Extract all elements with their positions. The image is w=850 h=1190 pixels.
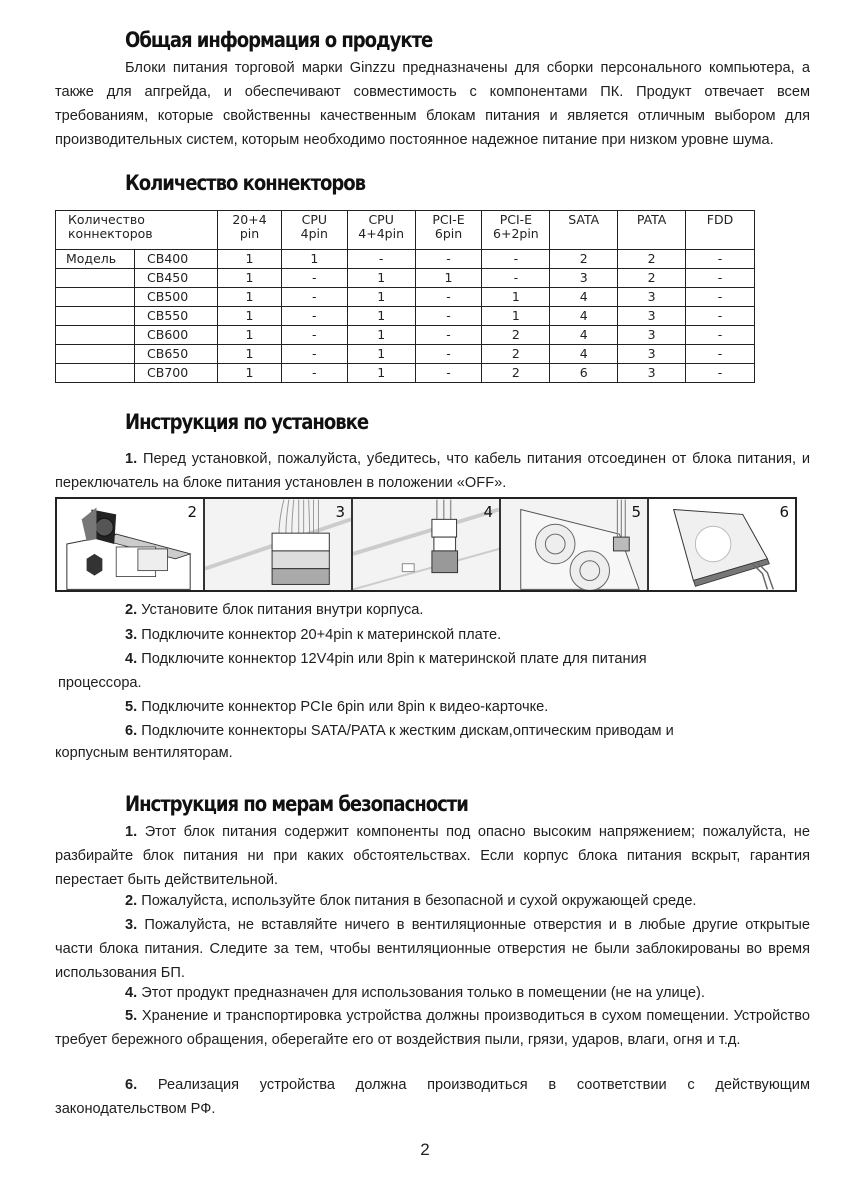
value-cell: - <box>347 250 415 269</box>
model-cell: CB550 <box>135 307 218 326</box>
value-cell: 1 <box>218 326 282 345</box>
value-cell: 1 <box>482 288 550 307</box>
step-text: Подключите коннектор 12V4pin или 8pin к материнской плате для питания <box>141 651 647 667</box>
model-label-cell: Модель <box>56 250 135 269</box>
empty-cell <box>56 345 135 364</box>
value-cell: 2 <box>482 326 550 345</box>
value-cell: - <box>415 307 482 326</box>
page-number: 2 <box>420 1140 430 1159</box>
table-row <box>56 288 755 307</box>
general-info-paragraph <box>55 56 810 152</box>
install-step-4-continued: процессора. <box>58 675 142 691</box>
value-cell: 1 <box>218 250 282 269</box>
header-cell: CPU 4pin <box>281 211 347 250</box>
value-cell: 4 <box>550 288 618 307</box>
step-text: Подключите коннектор 20+4pin к материнской плате. <box>141 627 502 643</box>
step-text: Подключите коннектор PCIe 6pin или 8pin к видео-карточке. <box>141 699 549 715</box>
empty-cell <box>56 364 135 383</box>
heading-safety: Инструкция по мерам безопасности <box>125 792 468 816</box>
table-row <box>56 345 755 364</box>
atx-connector-icon <box>205 499 351 590</box>
step-number: 5. <box>125 699 138 715</box>
item-text: Реализация устройства должна производиться в соответствии с действующим законодательством РФ. <box>55 1077 810 1117</box>
item-text: Хранение и транспортировка устройства должны производиться в сухом помещении. Устройство требует бережного обращения, оберегайте его от воздействия пыли, грязи, ударов, влаги, огня и т.д. <box>55 1008 810 1048</box>
header-cell: CPU 4+4pin <box>347 211 415 250</box>
value-cell: 1 <box>347 326 415 345</box>
value-cell: - <box>482 250 550 269</box>
item-number: 3. <box>125 917 138 933</box>
value-cell: - <box>281 326 347 345</box>
value-cell: 1 <box>347 364 415 383</box>
value-cell: 3 <box>618 288 686 307</box>
installation-illustration-strip <box>55 497 797 592</box>
step-image-number: 2 <box>187 503 197 521</box>
step-text: Перед установкой, пожалуйста, убедитесь, что кабель питания отсоединен от блока питания, и переключатель на блоке питания установлен в положении «OFF». <box>55 451 810 491</box>
table-row <box>56 364 755 383</box>
illustration-cpu-connector <box>353 499 501 590</box>
value-cell: 2 <box>618 269 686 288</box>
table-row <box>56 269 755 288</box>
value-cell: 1 <box>281 250 347 269</box>
value-cell: 3 <box>618 307 686 326</box>
value-cell: - <box>686 326 755 345</box>
step-number: 1. <box>125 451 138 467</box>
table-row <box>56 326 755 345</box>
safety-item-1 <box>55 820 810 892</box>
value-cell: 1 <box>347 288 415 307</box>
value-cell: - <box>415 288 482 307</box>
install-step-4 <box>125 651 647 667</box>
header-cell: 20+4 pin <box>218 211 282 250</box>
value-cell: - <box>415 364 482 383</box>
value-cell: - <box>686 288 755 307</box>
value-cell: - <box>415 345 482 364</box>
heading-installation: Инструкция по установке <box>125 410 369 434</box>
value-cell: - <box>482 269 550 288</box>
install-step-3 <box>125 627 501 643</box>
item-number: 6. <box>125 1077 138 1093</box>
illustration-pcie-graphics-card <box>501 499 649 590</box>
step-image-number: 4 <box>483 503 493 521</box>
step-text: Подключите коннекторы SATA/PATA к жестким дискам,оптическим приводам и <box>141 723 674 739</box>
table-header-row <box>56 211 755 250</box>
step-text: Установите блок питания внутри корпуса. <box>141 602 424 618</box>
value-cell: 3 <box>618 345 686 364</box>
value-cell: - <box>686 345 755 364</box>
value-cell: - <box>281 364 347 383</box>
install-step-2 <box>125 602 423 618</box>
item-text: Пожалуйста, не вставляйте ничего в вентиляционные отверстия и в любые другие открытые части блока питания. Следите за тем, чтобы вентиляционные отверстия не были заблокированы во время использования БП. <box>55 917 811 981</box>
empty-cell <box>56 307 135 326</box>
value-cell: 2 <box>618 250 686 269</box>
value-cell: 1 <box>347 345 415 364</box>
value-cell: - <box>415 250 482 269</box>
safety-item-6 <box>55 1073 810 1121</box>
value-cell: 3 <box>618 326 686 345</box>
value-cell: - <box>281 269 347 288</box>
safety-item-5 <box>55 1004 810 1052</box>
value-cell: - <box>686 364 755 383</box>
install-step-1 <box>55 447 810 495</box>
model-cell: CB600 <box>135 326 218 345</box>
value-cell: 1 <box>218 345 282 364</box>
install-step-5 <box>125 699 548 715</box>
step-image-number: 5 <box>631 503 641 521</box>
illustration-sata-hard-drive <box>649 499 795 590</box>
safety-item-3 <box>55 913 810 985</box>
corner-label: Количество коннекторов <box>68 212 153 241</box>
step-image-number: 3 <box>335 503 345 521</box>
value-cell: 1 <box>218 288 282 307</box>
value-cell: 2 <box>550 250 618 269</box>
value-cell: - <box>686 307 755 326</box>
value-cell: - <box>686 250 755 269</box>
hard-drive-icon <box>649 499 795 590</box>
header-cell: FDD <box>686 211 755 250</box>
general-info-text: Блоки питания торговой марки Ginzzu предназначены для сборки персонального компьютера, а также для апгрейда, и обеспечивают совместимость с компонентами ПК. Продукт отвечает всем требованиям, которые свойственны качественным блокам питания и является отличным выбором для производительных систем, которым необходимо постоянное надежное питание при низком уровне шума. <box>55 60 810 148</box>
value-cell: 1 <box>218 269 282 288</box>
item-text: Этот продукт предназначен для использования только в помещении (не на улице). <box>141 985 705 1001</box>
empty-cell <box>56 288 135 307</box>
step-number: 3. <box>125 627 138 643</box>
model-cell: CB400 <box>135 250 218 269</box>
graphics-card-icon <box>501 499 647 590</box>
value-cell: 1 <box>482 307 550 326</box>
model-cell: CB700 <box>135 364 218 383</box>
value-cell: 2 <box>482 364 550 383</box>
install-step-6 <box>125 723 674 739</box>
empty-cell <box>56 269 135 288</box>
safety-item-2 <box>55 889 810 913</box>
psu-case-icon <box>57 499 203 590</box>
value-cell: 6 <box>550 364 618 383</box>
value-cell: - <box>686 269 755 288</box>
item-number: 4. <box>125 985 138 1001</box>
value-cell: 2 <box>482 345 550 364</box>
illustration-24pin-connector <box>205 499 353 590</box>
model-cell: CB650 <box>135 345 218 364</box>
item-number: 5. <box>125 1008 138 1024</box>
empty-cell <box>56 326 135 345</box>
connector-table <box>55 210 755 383</box>
item-number: 2. <box>125 893 138 909</box>
value-cell: 4 <box>550 307 618 326</box>
header-cell: PATA <box>618 211 686 250</box>
model-cell: CB450 <box>135 269 218 288</box>
value-cell: 1 <box>218 307 282 326</box>
value-cell: 1 <box>347 269 415 288</box>
step-number: 4. <box>125 651 138 667</box>
cpu-connector-icon <box>353 499 499 590</box>
table-row <box>56 250 755 269</box>
header-cell: PCI-E 6pin <box>415 211 482 250</box>
safety-item-4 <box>55 981 810 1005</box>
illustration-psu-into-case <box>57 499 205 590</box>
corner-label-cell <box>56 211 218 250</box>
step-number: 6. <box>125 723 138 739</box>
install-step-6-continued: корпусным вентиляторам. <box>55 745 233 761</box>
value-cell: - <box>281 345 347 364</box>
step-image-number: 6 <box>779 503 789 521</box>
item-number: 1. <box>125 824 138 840</box>
table-row <box>56 307 755 326</box>
heading-connectors: Количество коннекторов <box>125 171 366 195</box>
value-cell: - <box>281 288 347 307</box>
value-cell: 1 <box>415 269 482 288</box>
heading-general-info: Общая информация о продукте <box>125 28 433 52</box>
item-text: Пожалуйста, используйте блок питания в безопасной и сухой окружающей среде. <box>141 893 697 909</box>
step-number: 2. <box>125 602 138 618</box>
header-cell: PCI-E 6+2pin <box>482 211 550 250</box>
value-cell: 1 <box>218 364 282 383</box>
value-cell: 3 <box>618 364 686 383</box>
value-cell: 4 <box>550 326 618 345</box>
item-text: Этот блок питания содержит компоненты под опасно высоким напряжением; пожалуйста, не разбирайте блок питания ни при каких обстоятельствах. Если корпус блока питания вскрыт, гарантия перестает быть действительной. <box>55 824 810 888</box>
value-cell: - <box>415 326 482 345</box>
value-cell: 3 <box>550 269 618 288</box>
value-cell: 1 <box>347 307 415 326</box>
value-cell: 4 <box>550 345 618 364</box>
model-cell: CB500 <box>135 288 218 307</box>
value-cell: - <box>281 307 347 326</box>
header-cell: SATA <box>550 211 618 250</box>
